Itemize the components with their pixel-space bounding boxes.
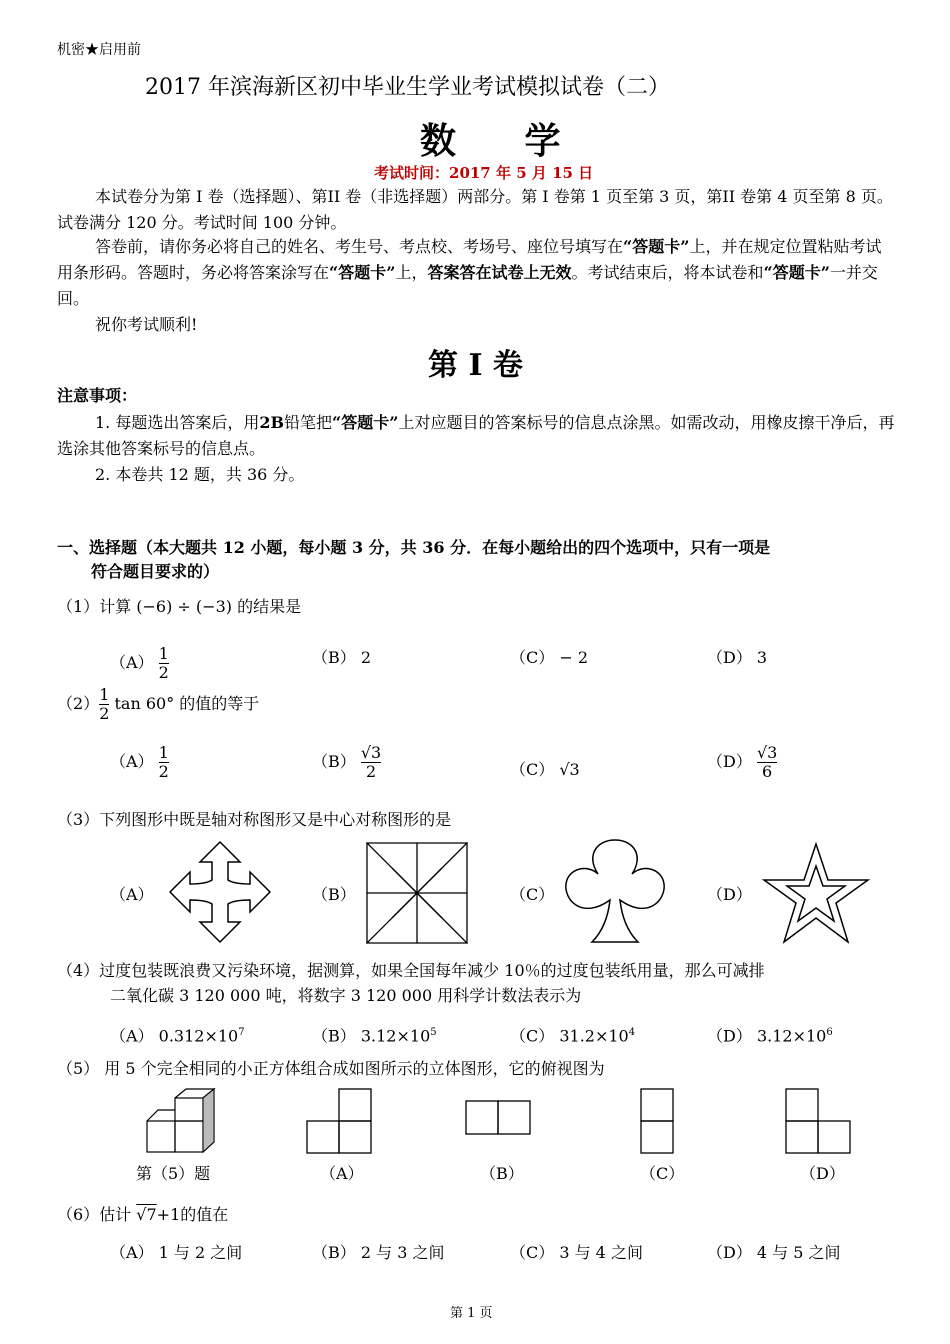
section-heading: 一、选择题（本大题共 12 小题，每小题 3 分，共 36 分．在每小题给出的四个选项中，只有一项是	[57, 538, 771, 557]
top-view-b	[465, 1100, 531, 1136]
question-text: （6）估计	[57, 1205, 132, 1224]
top-view-c	[640, 1088, 674, 1154]
invalid-warning: 答案答在试卷上无效	[427, 263, 572, 282]
option-label: （A）	[110, 752, 154, 771]
numerator: √3	[756, 743, 778, 762]
intro-text: 答卷前，请你务必将自己的姓名、考生号、考点校、考场号、座位号填写在	[95, 237, 624, 256]
q4-option-c	[510, 1020, 635, 1049]
option-label: （A）	[110, 1026, 154, 1046]
q2-option-c: （C） √3	[510, 760, 580, 779]
intro-text: 上，	[395, 263, 428, 282]
q5-option-c: （C）	[640, 1164, 685, 1183]
q6-option-b: （B） 2 与 3 之间	[312, 1243, 445, 1262]
intro-text: 。考试结束后，将本试卷和	[571, 263, 764, 282]
star-figure	[762, 842, 870, 946]
note-text: 1. 每题选出答案后，用	[95, 413, 260, 432]
q3-option-a-label: （A）	[110, 885, 154, 904]
q1-option-d: （D） 3	[707, 648, 768, 667]
denominator: 2	[158, 663, 169, 682]
q1-option-a	[110, 645, 169, 682]
option-label: （C）	[510, 1026, 555, 1046]
page-number: 第 1 页	[450, 1306, 493, 1321]
option-label: （A）	[110, 653, 154, 672]
club-figure	[562, 838, 668, 944]
q5-option-a: （A）	[320, 1164, 364, 1183]
option-label: （B）	[312, 1026, 356, 1046]
answer-card-term: “答题卡”	[329, 263, 396, 282]
fraction	[361, 744, 381, 781]
exponent: 4	[628, 1027, 636, 1038]
option-label: （B）	[312, 752, 356, 771]
q3-option-b-label: （B）	[312, 885, 356, 904]
q4-option-a	[110, 1020, 245, 1049]
denominator: 2	[365, 762, 377, 781]
numerator: √3	[360, 743, 382, 762]
intro-text: 一并交回。	[57, 263, 878, 308]
fraction	[159, 645, 169, 682]
q6-option-a: （A） 1 与 2 之间	[110, 1243, 243, 1262]
q3-option-d-label: （D）	[707, 885, 752, 904]
intro-paragraph-1: 本试卷分为第 I 卷（选择题）、第II 卷（非选择题）两部分。第 I 卷第 1 页至第 3 页，第II 卷第 4 页至第 8 页。试卷满分 120 分。考试时间 100 分钟。	[57, 187, 893, 232]
denominator: 6	[762, 762, 773, 781]
value: 31.2×10	[559, 1026, 629, 1046]
q2-option-d	[707, 744, 777, 781]
notes-heading: 注意事项：	[57, 386, 138, 405]
exponent: 6	[826, 1027, 833, 1038]
volume-title: 第 I 卷	[428, 348, 523, 383]
question-number: （2）	[57, 694, 100, 713]
exam-time: 考试时间：2017 年 5 月 15 日	[374, 164, 594, 182]
answer-card-term: “答题卡”	[623, 237, 690, 256]
denominator: 2	[99, 704, 110, 723]
note-1	[57, 410, 897, 462]
sqrt-seven: √7	[136, 1205, 157, 1224]
value: 3.12×10	[360, 1026, 431, 1046]
note-text: 铅笔把	[284, 413, 333, 432]
q3-stem: （3）下列图形中既是轴对称图形又是中心对称图形的是	[57, 810, 452, 829]
top-view-a	[306, 1088, 372, 1154]
q4-stem-line-1: （4）过度包装既浪费又污染环境，据测算，如果全国每年减少 10％的过度包装纸用量，那么可减排	[57, 961, 765, 980]
top-view-d	[785, 1088, 851, 1154]
subject-title: 数 学	[420, 120, 589, 162]
value: 0.312×10	[158, 1026, 239, 1046]
q2-stem	[57, 686, 259, 723]
fraction	[757, 744, 777, 781]
q5-option-d: （D）	[800, 1164, 845, 1183]
q5-stem: （5） 用 5 个完全相同的小正方体组合成如图所示的立体图形，它的俯视图为	[57, 1059, 605, 1078]
exponent: 5	[430, 1027, 437, 1038]
q4-option-d	[707, 1020, 833, 1049]
good-luck: 祝你考试顺利!	[95, 315, 198, 334]
pencil-type: 2B	[259, 413, 285, 432]
four-arrows-figure	[168, 840, 272, 944]
numerator: 1	[158, 644, 169, 663]
exponent: 7	[238, 1027, 245, 1038]
pinwheel-figure	[366, 842, 468, 944]
q1-stem: （1）计算 (−6) ÷ (−3) 的结果是	[57, 597, 302, 616]
value: 3.12×10	[756, 1026, 827, 1046]
note-text: 上对应题目的答案标号的信息点涂黑。如需改动，用橡皮擦干净后，再选涂其他答案标号的信息点。	[57, 413, 895, 458]
numerator: 1	[158, 743, 169, 762]
intro-text: 上，并在规定位置粘贴考试用条形码。答题时，务必将答案涂写在	[57, 237, 882, 282]
q3-option-c-label: （C）	[510, 885, 555, 904]
q4-stem-line-2: 二氧化碳 3 120 000 吨，将数字 3 120 000 用科学计数法表示为	[110, 986, 582, 1005]
denominator: 2	[158, 762, 169, 781]
q5-option-b: （B）	[480, 1164, 524, 1183]
q2-option-a	[110, 744, 169, 781]
question-text: +1的值在	[156, 1205, 229, 1224]
note-2: 2. 本卷共 12 题，共 36 分。	[95, 465, 305, 484]
confidential-label: 机密★启用前	[57, 42, 141, 58]
intro-paragraph-2	[57, 234, 897, 312]
q1-option-b: （B） 2	[312, 648, 372, 667]
q4-option-b	[312, 1020, 437, 1049]
fraction	[99, 686, 109, 723]
section-heading-cont: 符合题目要求的）	[91, 562, 220, 581]
cube-stack-figure	[146, 1088, 218, 1154]
answer-card-term: “答题卡”	[332, 413, 399, 432]
q5-figure-caption: 第（5）题	[136, 1164, 211, 1183]
q6-stem	[57, 1202, 228, 1228]
question-text: tan 60° 的值的等于	[114, 694, 260, 713]
answer-card-term: “答题卡”	[763, 263, 830, 282]
q6-option-d: （D） 4 与 5 之间	[707, 1243, 841, 1262]
option-label: （D）	[707, 1026, 752, 1046]
exam-title: 2017 年滨海新区初中毕业生学业考试模拟试卷（二）	[145, 75, 670, 100]
q1-option-c: （C） − 2	[510, 648, 589, 667]
q2-option-b	[312, 744, 381, 781]
q6-option-c: （C） 3 与 4 之间	[510, 1243, 643, 1262]
numerator: 1	[99, 685, 110, 704]
option-label: （D）	[707, 752, 752, 771]
fraction	[159, 744, 169, 781]
